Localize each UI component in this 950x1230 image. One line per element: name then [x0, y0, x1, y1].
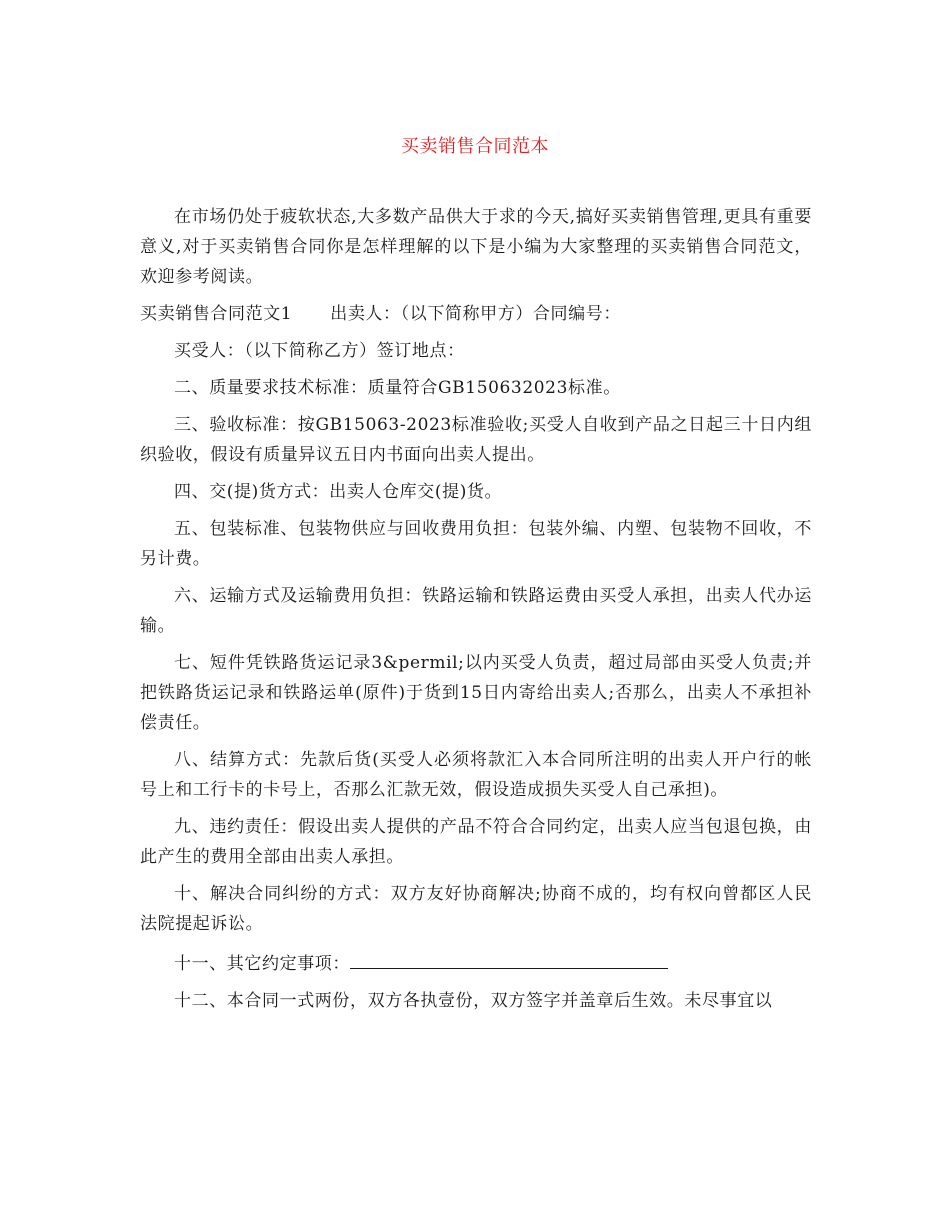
blank-line [350, 946, 668, 969]
clause-3: 三、验收标准：按GB15063-2023标准验收;买受人自收到产品之日起三十日内组织验收，假设有质量异议五日内书面向出卖人提出。 [140, 415, 812, 465]
sample-heading-line [140, 299, 812, 329]
clause-2: 二、质量要求技术标准：质量符合GB150632023标准。 [174, 378, 621, 398]
clause-7: 七、短件凭铁路货运记录3&permil;以内买受人负责，超过局部由买受人负责;并把铁路货运记录和铁路运单(原件)于货到15日内寄给出卖人;否那么，出卖人不承担补偿责任。 [140, 653, 812, 733]
clause-9: 九、违约责任：假设出卖人提供的产品不符合合同约定，出卖人应当包退包换，由此产生的费用全部由出卖人承担。 [140, 817, 812, 867]
clause-8: 八、结算方式：先款后货(买受人必须将款汇入本合同所注明的出卖人开户行的帐号上和工行卡的卡号上，否那么汇款无效，假设造成损失买受人自己承担)。 [140, 750, 812, 800]
clause-4: 四、交(提)货方式：出卖人仓库交(提)货。 [174, 482, 503, 502]
clause-5: 五、包装标准、包装物供应与回收费用负担：包装外编、内塑、包装物不回收，不另计费。 [140, 519, 812, 569]
clause-10: 十、解决合同纠纷的方式：双方友好协商解决;协商不成的，均有权向曾都区人民法院提起诉讼。 [140, 884, 812, 934]
clause-11 [140, 946, 812, 979]
clause-11-label: 十一、其它约定事项： [174, 954, 350, 974]
document-body [140, 202, 812, 1023]
document-title: 买卖销售合同范本 [401, 136, 549, 157]
seller-line: 出卖人：（以下简称甲方）合同编号： [330, 304, 621, 324]
clause-12: 十二、本合同一式两份，双方各执壹份，双方签字并盖章后生效。未尽事宜以 [174, 991, 773, 1011]
sample-heading: 买卖销售合同范文1 [140, 304, 293, 324]
buyer-line: 买受人：（以下简称乙方）签订地点： [174, 341, 465, 361]
clause-6: 六、运输方式及运输费用负担：铁路运输和铁路运费由买受人承担，出卖人代办运输。 [140, 586, 812, 636]
intro-paragraph: 在市场仍处于疲软状态,大多数产品供大于求的今天,搞好买卖销售管理,更具有重要意义,对于买卖销售合同你是怎样理解的以下是小编为大家整理的买卖销售合同范文，欢迎参考阅读。 [140, 207, 812, 287]
